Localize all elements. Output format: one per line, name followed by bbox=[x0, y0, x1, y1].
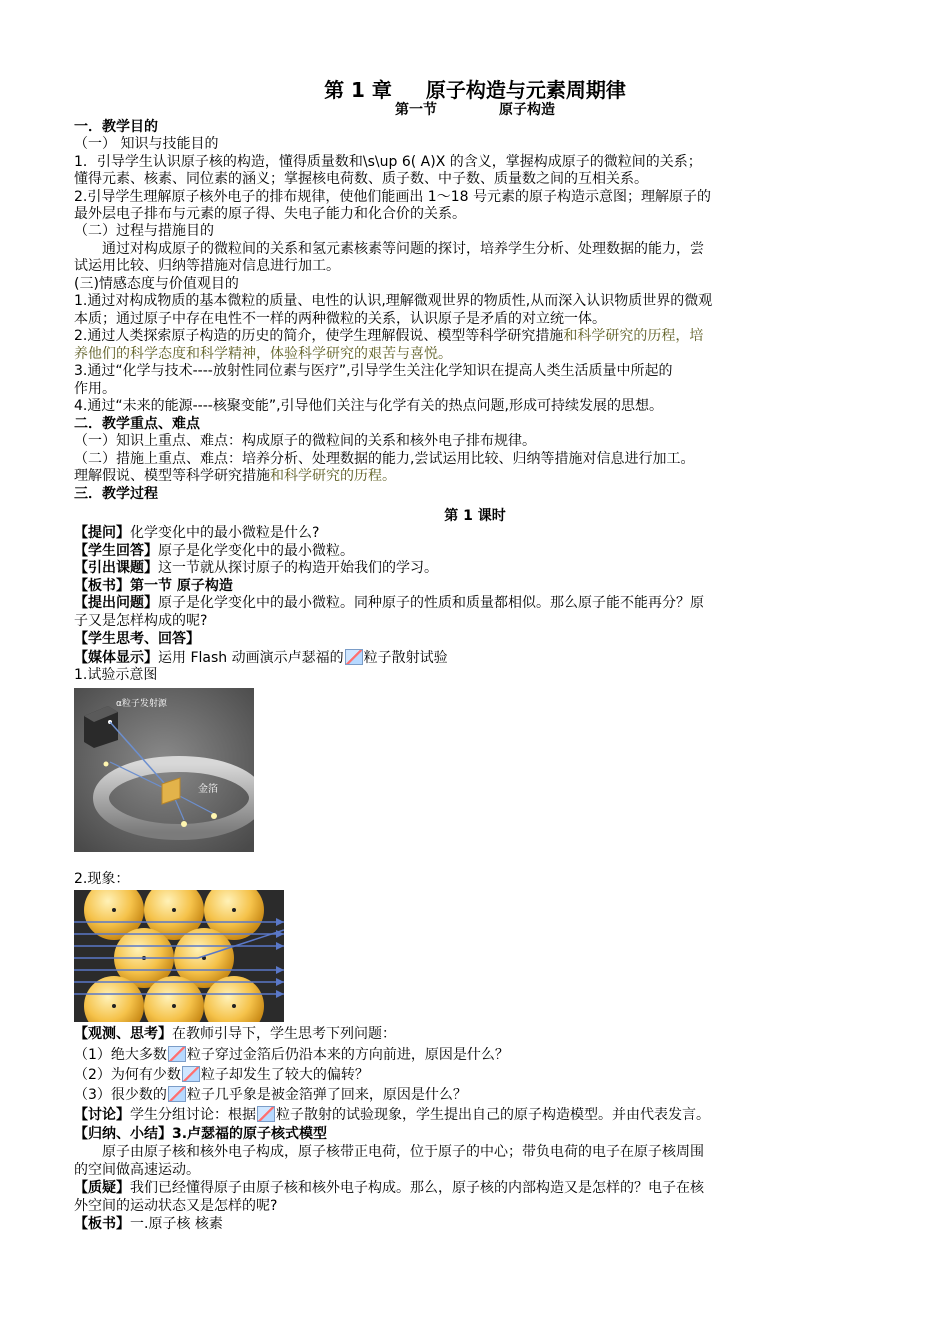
paragraph-line: 1．引导学生认识原子核的构造，懂得质量数和\s\up 6( A)X 的含义，掌握构成原子的微粒间的关系； bbox=[74, 154, 702, 170]
text-segment: 化学变化中的最小微粒是什么? bbox=[130, 525, 320, 541]
tag-label: 【媒体显示】 bbox=[74, 650, 158, 666]
question-line bbox=[74, 1046, 876, 1064]
dialogue-line bbox=[74, 1180, 876, 1197]
tag-label: 【引出课题】 bbox=[74, 560, 158, 576]
text-segment: 原子是化学变化中的最小微粒。 bbox=[158, 543, 354, 559]
dialogue-line bbox=[74, 1026, 876, 1043]
paragraph-line: 本质；通过原子中存在电性不一样的两种微粒的关系，认识原子是矛盾的对立统一体。 bbox=[74, 311, 606, 327]
text-segment: 在教师引导下，学生思考下列问题： bbox=[172, 1026, 396, 1042]
tag-label: 【提问】 bbox=[74, 525, 130, 541]
tag-label: 【学生回答】 bbox=[74, 543, 158, 559]
highlight-text: 和科学研究的历程。 bbox=[270, 468, 396, 484]
text-segment: 运用 Flash 动画演示卢瑟福的 bbox=[158, 650, 344, 666]
text-segment: （2）为何有少数 bbox=[74, 1067, 181, 1083]
subheading-emotion: (三)情感态度与价值观目的 bbox=[74, 276, 239, 292]
paragraph-line: 通过对构成原子的微粒间的关系和氢元素核素等问题的探讨，培养学生分析、处理数据的能力，尝 bbox=[102, 241, 704, 257]
broken-image-icon bbox=[257, 1106, 275, 1122]
dialogue-line bbox=[74, 560, 876, 577]
broken-image-icon bbox=[168, 1046, 186, 1062]
tag-label: 【归纳、小结】 bbox=[74, 1126, 172, 1142]
question-line bbox=[74, 1066, 876, 1084]
heading-teaching-process: 三．教学过程 bbox=[74, 486, 158, 502]
dialogue-line bbox=[74, 1106, 876, 1124]
figure-caption: 1.试验示意图 bbox=[74, 667, 158, 683]
dialogue-line bbox=[74, 595, 876, 612]
board-note: 【学生思考、回答】 bbox=[74, 631, 200, 647]
dialogue-line bbox=[74, 649, 876, 667]
broken-image-icon bbox=[182, 1066, 200, 1082]
paragraph-line: 试运用比较、归纳等措施对信息进行加工。 bbox=[74, 258, 340, 274]
board-note: 【板书】第一节 原子构造 bbox=[74, 578, 233, 594]
tag-label: 【提出问题】 bbox=[74, 595, 158, 611]
chapter-number: 第 1 章 bbox=[324, 78, 392, 102]
paragraph-line: 的空间做高速运动。 bbox=[74, 1162, 200, 1178]
dialogue-line bbox=[74, 1126, 876, 1143]
dialogue-line bbox=[74, 525, 876, 542]
text-segment: 这一节就从探讨原子的构造开始我们的学习。 bbox=[158, 560, 438, 576]
paragraph-line: 4.通过“未来的能源----核聚变能”,引导他们关注与化学有关的热点问题,形成可持续发展的思想。 bbox=[74, 398, 663, 414]
text-segment: 一.原子核 核素 bbox=[130, 1216, 223, 1232]
experiment-diagram bbox=[74, 688, 254, 852]
paragraph-line: （二）措施上重点、难点：培养分析、处理数据的能力,尝试运用比较、归纳等措施对信息进行加工。 bbox=[74, 451, 695, 467]
paragraph-line: 作用。 bbox=[74, 381, 116, 397]
highlight-text: 养他们的科学态度和科学精神，体验科学研究的艰苦与喜悦。 bbox=[74, 346, 452, 362]
text-segment: 粒子散射的试验现象，学生提出自己的原子构造模型。并由代表发言。 bbox=[276, 1107, 710, 1123]
chapter-name: 原子构造与元素周期律 bbox=[425, 78, 626, 102]
text-segment: 粒子几乎象是被金箔弹了回来，原因是什么？ bbox=[186, 1087, 467, 1103]
text-segment: （3）很少数的 bbox=[74, 1087, 167, 1103]
phenomenon-diagram bbox=[74, 890, 284, 1022]
section-number: 第一节 bbox=[395, 102, 437, 118]
foil-label: 金箔 bbox=[198, 784, 218, 795]
text-segment: 我们已经懂得原子由原子核和核外电子构成。那么，原子核的内部构造又是怎样的？电子在核 bbox=[130, 1180, 704, 1196]
paragraph-line bbox=[74, 328, 876, 345]
chapter-title bbox=[0, 78, 950, 102]
paragraph-line: 3.通过“化学与技术----放射性同位素与医疗”,引导学生关注化学知识在提高人类生活质量中所起的 bbox=[74, 363, 673, 379]
heading-key-points: 二．教学重点、难点 bbox=[74, 416, 200, 432]
text-segment: 粒子散射试验 bbox=[363, 650, 448, 666]
lesson-title: 第 1 课时 bbox=[444, 508, 506, 524]
paragraph-line: 懂得元素、核素、同位素的涵义；掌握核电荷数、质子数、中子数、质量数之间的互相关系。 bbox=[74, 171, 648, 187]
tag-label: 【讨论】 bbox=[74, 1107, 130, 1123]
tag-label: 【板书】 bbox=[74, 1216, 130, 1232]
source-label: α粒子发射源 bbox=[116, 699, 167, 709]
paragraph-line: 2.引导学生理解原子核外电子的排布规律，使他们能画出 1～18 号元素的原子构造示意图；理解原子的 bbox=[74, 189, 711, 205]
text-segment: 学生分组讨论：根据 bbox=[130, 1107, 256, 1123]
paragraph-line: 1.通过对构成物质的基本微粒的质量、电性的认识,理解微观世界的物质性,从而深入认识物质世界的微观 bbox=[74, 293, 713, 309]
broken-image-icon bbox=[168, 1086, 186, 1102]
paragraph-line bbox=[74, 468, 876, 485]
section-title bbox=[0, 102, 950, 119]
text-segment: 粒子穿过金箔后仍沿本来的方向前进，原因是什么？ bbox=[186, 1047, 509, 1063]
paragraph-line: 外空间的运动状态又是怎样的呢? bbox=[74, 1198, 278, 1214]
tag-label: 【质疑】 bbox=[74, 1180, 130, 1196]
paragraph-line: （一）知识上重点、难点：构成原子的微粒间的关系和核外电子排布规律。 bbox=[74, 433, 536, 449]
question-line bbox=[74, 1086, 876, 1104]
broken-image-icon bbox=[345, 649, 363, 665]
subheading-knowledge: （一） 知识与技能目的 bbox=[74, 136, 219, 152]
text-segment: 粒子却发生了较大的偏转？ bbox=[200, 1067, 369, 1083]
text-segment: （1）绝大多数 bbox=[74, 1047, 167, 1063]
paragraph-line: 最外层电子排布与元素的原子得、失电子能力和化合价的关系。 bbox=[74, 206, 466, 222]
text-segment: 原子是化学变化中的最小微粒。同种原子的性质和质量都相似。那么原子能不能再分？原 bbox=[158, 595, 704, 611]
section-name: 原子构造 bbox=[499, 102, 555, 118]
text-segment: 理解假说、模型等科学研究措施 bbox=[74, 468, 270, 484]
figure-caption: 2.现象： bbox=[74, 871, 130, 887]
heading-teaching-goals: 一．教学目的 bbox=[74, 119, 158, 135]
text-segment: 2.通过人类探索原子构造的历史的简介，使学生理解假说、模型等科学研究措施 bbox=[74, 328, 564, 344]
dialogue-line bbox=[74, 543, 876, 560]
paragraph-line: 原子由原子核和核外电子构成，原子核带正电荷，位于原子的中心；带负电荷的电子在原子核周围 bbox=[102, 1144, 704, 1160]
highlight-text: 和科学研究的历程，培 bbox=[563, 328, 704, 344]
dialogue-line bbox=[74, 1216, 876, 1233]
subheading-process: （二）过程与措施目的 bbox=[74, 223, 214, 239]
paragraph-line: 子又是怎样构成的呢? bbox=[74, 613, 208, 629]
tag-label: 【观测、思考】 bbox=[74, 1026, 172, 1042]
text-segment: 3.卢瑟福的原子核式模型 bbox=[172, 1126, 328, 1142]
